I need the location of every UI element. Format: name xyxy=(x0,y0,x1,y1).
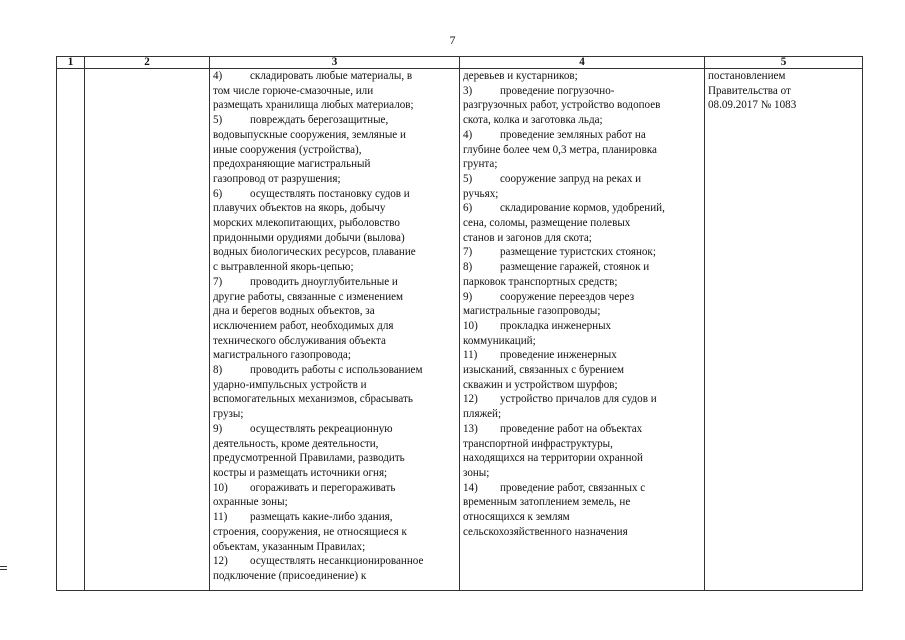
line-text: проводить работы с использованием xyxy=(250,364,423,377)
item-number: 10) xyxy=(463,319,478,332)
line-text: транспортной инфраструктуры, xyxy=(463,437,613,450)
line-text: объектам, указанным Правилах; xyxy=(213,540,366,553)
text-line xyxy=(463,172,701,187)
item-number: 8) xyxy=(463,261,473,274)
line-text: прокладка инженерных xyxy=(500,319,612,332)
line-text: скважин и устройством шурфов; xyxy=(463,378,618,391)
text-line xyxy=(463,334,701,349)
text-line xyxy=(463,451,701,466)
text-line xyxy=(463,231,701,246)
text-line xyxy=(213,290,456,305)
text-line xyxy=(463,525,701,540)
text-line xyxy=(463,113,701,128)
item-number: 14) xyxy=(463,481,478,494)
item-number: 6) xyxy=(213,187,223,200)
line-text: парковок транспортных средств; xyxy=(463,275,618,288)
line-text: проведение работ на объектах xyxy=(500,422,643,435)
line-text: изысканий, связанных с бурением xyxy=(463,364,625,377)
column-header-5: 5 xyxy=(705,57,863,69)
line-text: огораживать и перегораживать xyxy=(250,481,396,494)
text-line xyxy=(213,540,456,555)
line-text: сельскохозяйственного назначения xyxy=(463,525,628,538)
text-line xyxy=(213,275,456,290)
text-line xyxy=(213,437,456,452)
item-number: 12) xyxy=(463,393,478,406)
line-text: придонными орудиями добычи (вылова) xyxy=(213,231,405,244)
line-text: водных биологических ресурсов, плавание xyxy=(213,246,416,259)
line-text: плавучих объектов на якорь, добычу xyxy=(213,202,386,215)
line-text: с вытравленной якорь-цепью; xyxy=(213,261,354,274)
line-text: складирование кормов, удобрений, xyxy=(500,202,665,215)
line-text: технического обслуживания объекта xyxy=(213,334,386,347)
text-line xyxy=(463,260,701,275)
line-text: размещение туристских стоянок; xyxy=(500,246,656,259)
text-line xyxy=(463,69,701,84)
text-line xyxy=(213,69,456,84)
text-line xyxy=(463,216,701,231)
item-number: 8) xyxy=(213,364,223,377)
cell-col-3-prohibitions xyxy=(210,69,460,591)
text-line xyxy=(463,392,701,407)
item-number: 3) xyxy=(463,84,473,97)
text-line xyxy=(213,304,456,319)
text-line xyxy=(213,510,456,525)
text-line xyxy=(708,84,859,99)
line-text: деревьев и кустарников; xyxy=(463,70,578,82)
line-text: скота, колка и заготовка льда; xyxy=(463,114,603,127)
line-text: повреждать берегозащитные, xyxy=(250,114,389,127)
line-text: сооружение переездов через xyxy=(500,290,635,303)
line-text: глубине более чем 0,3 метра, планировка xyxy=(463,143,657,156)
text-line xyxy=(463,319,701,334)
text-line xyxy=(213,378,456,393)
item-number: 4) xyxy=(213,70,223,82)
text-line xyxy=(708,98,859,113)
text-line xyxy=(463,422,701,437)
item-number: 4) xyxy=(463,128,473,141)
line-text: газопровод от разрушения; xyxy=(213,172,341,185)
line-text: осуществлять постановку судов и xyxy=(250,187,410,200)
item-number: 9) xyxy=(213,422,223,435)
text-line xyxy=(213,348,456,363)
item-number: 7) xyxy=(213,275,223,288)
line-text: водовыпускные сооружения, земляные и xyxy=(213,128,406,141)
cell-col-4-restricted-works xyxy=(460,69,705,591)
item-number: 6) xyxy=(463,202,473,215)
line-text: проведение инженерных xyxy=(500,349,617,362)
text-line xyxy=(213,392,456,407)
cell-col-1 xyxy=(57,69,85,591)
line-text: сооружение запруд на реках и xyxy=(500,172,642,185)
line-text: исключением работ, необходимых для xyxy=(213,319,394,332)
line-text: находящихся на территории охранной xyxy=(463,452,643,465)
text-line xyxy=(213,260,456,275)
text-line xyxy=(213,422,456,437)
text-line xyxy=(463,481,701,496)
text-line xyxy=(213,481,456,496)
text-line xyxy=(463,84,701,99)
item-number: 7) xyxy=(463,246,473,259)
line-text: станов и загонов для скота; xyxy=(463,231,592,244)
line-text: 08.09.2017 № 1083 xyxy=(708,99,797,112)
column-header-3: 3 xyxy=(210,57,460,69)
text-line xyxy=(463,157,701,172)
line-text: проведение земляных работ на xyxy=(500,128,646,141)
text-line xyxy=(463,201,701,216)
text-line xyxy=(213,466,456,481)
line-text: проводить дноуглубительные и xyxy=(250,275,398,288)
text-line xyxy=(708,69,859,84)
line-text: зоны; xyxy=(463,466,490,479)
text-line xyxy=(213,128,456,143)
cell-col-2 xyxy=(85,69,210,591)
line-text: сена, соломы, размещение полевых xyxy=(463,217,631,230)
line-text: проведение погрузочно- xyxy=(500,84,615,97)
text-line xyxy=(463,128,701,143)
line-text: размещать хранилища любых материалов; xyxy=(213,99,414,112)
line-text: подключение (присоединение) к xyxy=(213,569,367,582)
column-header-2: 2 xyxy=(85,57,210,69)
text-line xyxy=(463,245,701,260)
line-text: пляжей; xyxy=(463,408,502,421)
page-number: 7 xyxy=(449,33,456,47)
text-line xyxy=(213,143,456,158)
item-number: 11) xyxy=(213,511,228,524)
line-text: ударно-импульсных устройств и xyxy=(213,378,367,391)
text-line xyxy=(463,378,701,393)
text-line xyxy=(213,216,456,231)
text-line xyxy=(463,187,701,202)
column-header-1: 1 xyxy=(57,57,85,69)
line-text: грузы; xyxy=(213,408,244,421)
text-line xyxy=(213,334,456,349)
text-line xyxy=(463,290,701,305)
text-line xyxy=(213,495,456,510)
text-line xyxy=(463,407,701,422)
text-line xyxy=(213,407,456,422)
line-text: размещать какие-либо здания, xyxy=(250,511,393,524)
text-line xyxy=(213,363,456,378)
line-text: осуществлять несанкционированное xyxy=(250,555,424,568)
line-text: магистрального газопровода; xyxy=(213,349,351,362)
item-number: 11) xyxy=(463,349,478,362)
line-text: временным затоплением земель, не xyxy=(463,496,631,509)
line-text: охранные зоны; xyxy=(213,496,288,509)
line-text: строения, сооружения, не относящиеся к xyxy=(213,525,407,538)
text-line xyxy=(213,84,456,99)
text-line xyxy=(213,187,456,202)
text-line xyxy=(213,172,456,187)
line-text: дна и берегов водных объектов, за xyxy=(213,305,375,318)
item-number: 12) xyxy=(213,555,228,568)
text-line xyxy=(463,304,701,319)
item-number: 9) xyxy=(463,290,473,303)
line-text: костры и размещать источники огня; xyxy=(213,466,388,479)
text-line xyxy=(213,231,456,246)
text-line xyxy=(463,495,701,510)
line-text: магистральные газопроводы; xyxy=(463,305,601,318)
cell-col-5-legal-basis xyxy=(705,69,863,591)
line-text: иные сооружения (устройства), xyxy=(213,143,362,156)
text-line xyxy=(463,363,701,378)
text-line xyxy=(463,348,701,363)
line-text: устройство причалов для судов и xyxy=(500,393,657,406)
text-line xyxy=(463,143,701,158)
line-text: ручьях; xyxy=(463,187,499,200)
item-number: 10) xyxy=(213,481,228,494)
text-line xyxy=(213,525,456,540)
text-line xyxy=(213,157,456,172)
column-header-4: 4 xyxy=(460,57,705,69)
text-line xyxy=(213,569,456,584)
line-text: другие работы, связанные с изменением xyxy=(213,290,404,303)
line-text: размещение гаражей, стоянок и xyxy=(500,261,650,274)
line-text: коммуникаций; xyxy=(463,334,536,347)
line-text: том числе горюче-смазочные, или xyxy=(213,84,374,97)
text-line xyxy=(463,510,701,525)
line-text: Правительства от xyxy=(708,84,791,97)
table-header-row xyxy=(57,57,863,69)
line-text: проведение работ, связанных с xyxy=(500,481,646,494)
text-line xyxy=(463,275,701,290)
item-number: 5) xyxy=(213,114,223,127)
text-line xyxy=(463,98,701,113)
regulation-table xyxy=(56,56,863,591)
line-text: постановлением xyxy=(708,70,786,82)
line-text: предусмотренной Правилами, разводить xyxy=(213,452,405,465)
line-text: осуществлять рекреационную xyxy=(250,422,393,435)
table-row xyxy=(57,69,863,591)
item-number: 13) xyxy=(463,422,478,435)
line-text: разгрузочных работ, устройство водопоев xyxy=(463,99,661,112)
item-number: 5) xyxy=(463,172,473,185)
text-line xyxy=(463,466,701,481)
text-line xyxy=(213,554,456,569)
line-text: деятельность, кроме деятельности, xyxy=(213,437,379,450)
line-text: морских млекопитающих, рыболовство xyxy=(213,217,400,230)
text-line xyxy=(213,451,456,466)
line-text: складировать любые материалы, в xyxy=(250,70,413,82)
text-line xyxy=(213,245,456,260)
text-line xyxy=(213,201,456,216)
text-line xyxy=(213,113,456,128)
text-line xyxy=(213,98,456,113)
margin-mark xyxy=(0,566,7,570)
text-line xyxy=(463,437,701,452)
line-text: вспомогательных механизмов, сбрасывать xyxy=(213,393,413,406)
line-text: относящихся к землям xyxy=(463,511,570,524)
text-line xyxy=(213,319,456,334)
line-text: предохраняющие магистральный xyxy=(213,158,371,171)
line-text: грунта; xyxy=(463,158,498,171)
